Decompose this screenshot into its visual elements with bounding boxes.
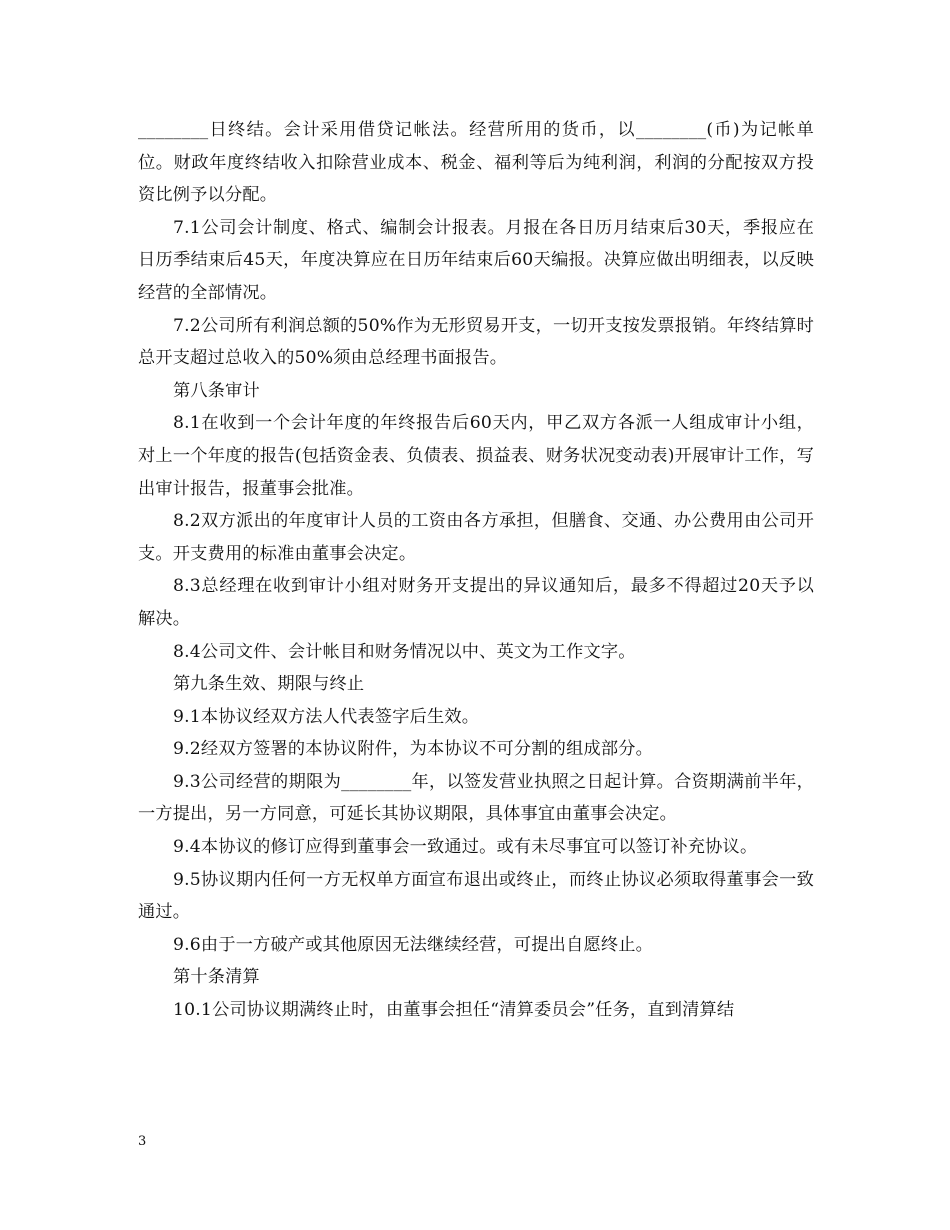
paragraph: 9.2经双方签署的本协议附件，为本协议不可分割的组成部分。 xyxy=(173,739,654,760)
document-body xyxy=(138,114,814,1027)
paragraph: 8.1在收到一个会计年度的年终报告后60天内，甲乙双方各派一人组成审计小组，对上一个年度的报告(包括资金表、负债表、损益表、财务状况变动表)开展审计工作，写出审计报告，报董事会批准。 xyxy=(138,413,814,499)
paragraph: 7.2公司所有利润总额的50%作为无形贸易开支，一切开支按发票报销。年终结算时总开支超过总收入的50%须由总经理书面报告。 xyxy=(138,315,814,369)
paragraph: 8.2双方派出的年度审计人员的工资由各方承担，但膳食、交通、办公费用由公司开支。开支费用的标准由董事会决定。 xyxy=(138,511,814,564)
page-number: 3 xyxy=(138,1134,147,1149)
paragraph: 10.1公司协议期满终止时，由董事会担任“清算委员会”任务，直到清算结 xyxy=(173,1000,735,1021)
paragraph: 9.4本协议的修订应得到董事会一致通过。或有未尽事宜可以签订补充协议。 xyxy=(173,837,758,858)
section-heading: 第九条生效、期限与终止 xyxy=(173,674,365,695)
section-heading: 第八条审计 xyxy=(173,380,260,401)
paragraph: 9.6由于一方破产或其他原因无法继续经营，可提出自愿终止。 xyxy=(173,934,654,955)
paragraph: 8.4公司文件、会计帐目和财务情况以中、英文为工作文字。 xyxy=(173,641,636,662)
paragraph: 9.5协议期内任何一方无权单方面宣布退出或终止，而终止协议必须取得董事会一致通过。 xyxy=(138,869,814,923)
section-heading: 第十条清算 xyxy=(173,967,260,988)
paragraph: 9.1本协议经双方法人代表签字后生效。 xyxy=(173,706,480,727)
paragraph: 9.3公司经营的期限为________年，以签发营业执照之日起计算。合资期满前半年，一方提出，另一方同意，可延长其协议期限，具体事宜由董事会决定。 xyxy=(138,771,814,825)
paragraph: 7.1公司会计制度、格式、编制会计报表。月报在各日历月结束后30天，季报应在日历季结束后45天，年度决算应在日历年结束后60天编报。决算应做出明细表，以反映经营的全部情况。 xyxy=(138,217,814,303)
paragraph: ________日终结。会计采用借贷记帐法。经营所用的货币，以________(币)为记帐单位。财政年度终结收入扣除营业成本、税金、福利等后为纯利润，利润的分配按双方投资比例予以分配。 xyxy=(138,120,814,206)
paragraph: 8.3总经理在收到审计小组对财务开支提出的异议通知后，最多不得超过20天予以解决。 xyxy=(138,576,814,629)
